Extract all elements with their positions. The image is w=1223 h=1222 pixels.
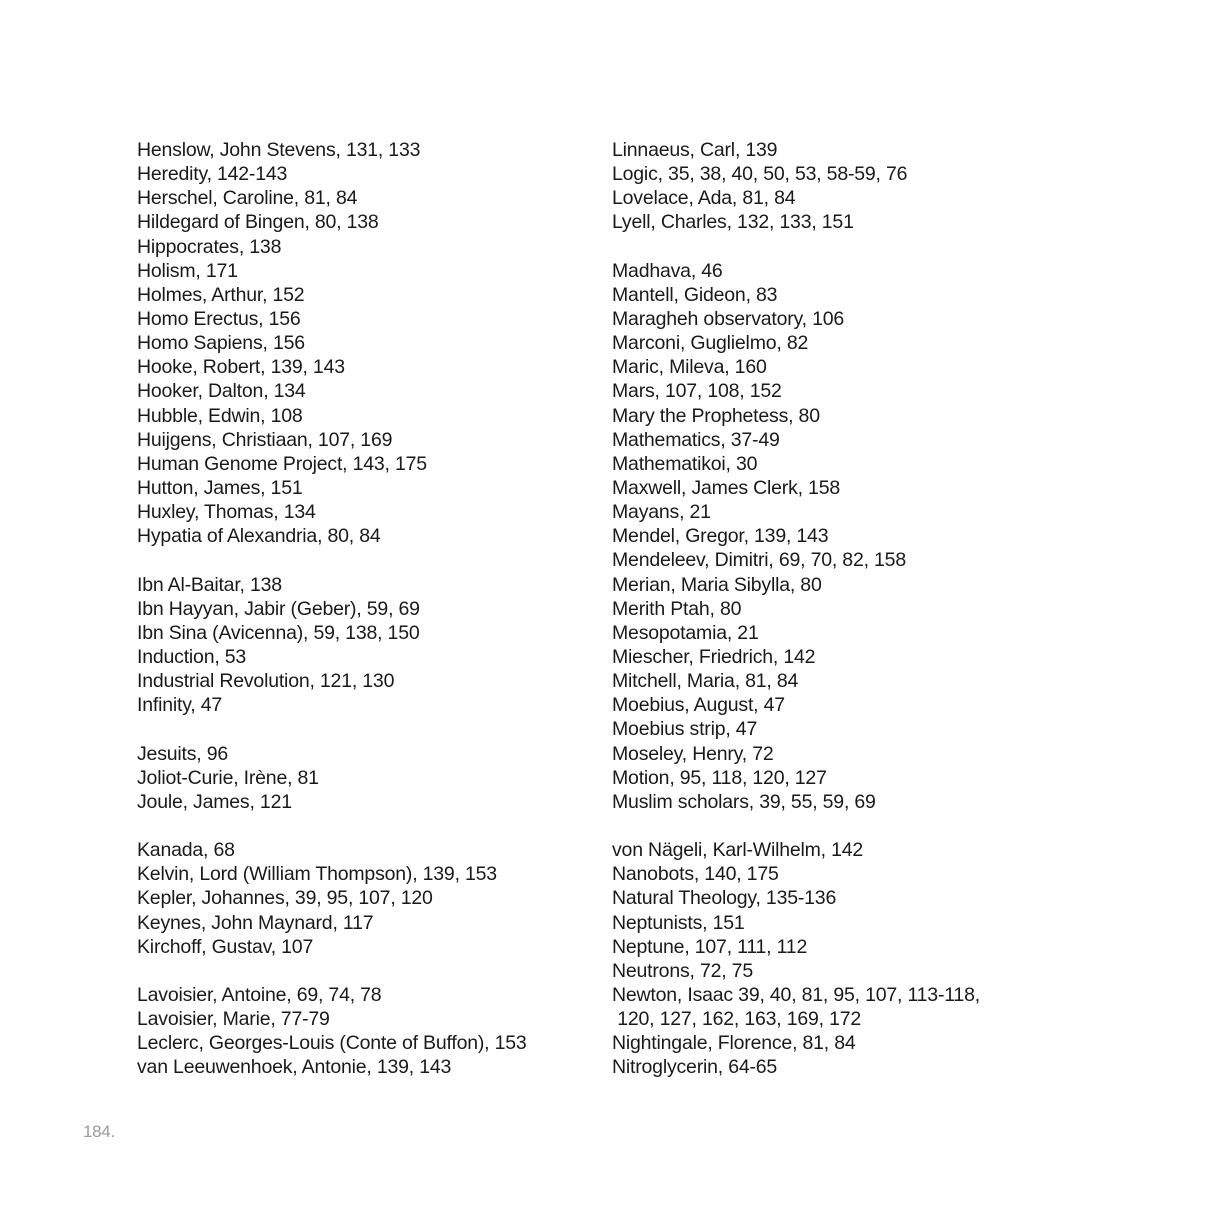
index-entry: Mendeleev, Dimitri, 69, 70, 82, 158 <box>612 549 906 572</box>
index-entry: Hooker, Dalton, 134 <box>137 380 306 403</box>
index-letter-group <box>137 838 587 959</box>
index-entry: Jesuits, 96 <box>137 742 229 765</box>
index-entry: Mesopotamia, 21 <box>612 621 759 644</box>
index-entry: Joule, James, 121 <box>137 790 292 813</box>
index-entry: Henslow, John Stevens, 131, 133 <box>137 139 421 161</box>
index-entry: Industrial Revolution, 121, 130 <box>137 670 395 693</box>
index-entry: Joliot-Curie, Irène, 81 <box>137 766 319 789</box>
index-entry: Maric, Mileva, 160 <box>612 356 767 379</box>
index-entry: van Leeuwenhoek, Antonie, 139, 143 <box>137 1056 452 1079</box>
index-entry: Moebius, August, 47 <box>612 694 785 717</box>
index-entry: Neptune, 107, 111, 112 <box>612 935 808 958</box>
index-entry: Nanobots, 140, 175 <box>612 863 779 886</box>
index-letter-group <box>137 573 587 718</box>
index-entry: 120, 127, 162, 163, 169, 172 <box>612 1008 862 1031</box>
page-number: 184. <box>83 1122 115 1141</box>
index-entry: Herschel, Caroline, 81, 84 <box>137 187 358 210</box>
index-entry: Mars, 107, 108, 152 <box>612 380 782 403</box>
index-entry: Nightingale, Florence, 81, 84 <box>612 1032 856 1055</box>
index-letter-group <box>612 259 1132 814</box>
index-entry: Hooke, Robert, 139, 143 <box>137 356 345 379</box>
index-entry: Lovelace, Ada, 81, 84 <box>612 187 796 210</box>
index-entry: Mary the Prophetess, 80 <box>612 404 820 427</box>
index-entry: Hypatia of Alexandria, 80, 84 <box>137 525 381 548</box>
index-entry: Marconi, Guglielmo, 82 <box>612 332 809 355</box>
index-entry: Nitroglycerin, 64-65 <box>612 1056 778 1079</box>
index-entry: Holmes, Arthur, 152 <box>137 283 305 306</box>
index-entry: Keynes, John Maynard, 117 <box>137 911 374 934</box>
index-column-right <box>612 138 1132 1079</box>
index-entry: Mitchell, Maria, 81, 84 <box>612 670 799 693</box>
index-entry: Lavoisier, Marie, 77-79 <box>137 1008 330 1031</box>
index-entry: Kanada, 68 <box>137 839 235 862</box>
index-entry: Leclerc, Georges-Louis (Conte of Buffon), 153 <box>137 1032 527 1055</box>
index-entry: Homo Erectus, 156 <box>137 307 301 330</box>
index-entry: Neutrons, 72, 75 <box>612 959 753 982</box>
index-entry: Induction, 53 <box>137 645 247 668</box>
index-entry: Merith Ptah, 80 <box>612 597 742 620</box>
index-entry: Logic, 35, 38, 40, 50, 53, 58-59, 76 <box>612 163 908 186</box>
index-entry: Mathematics, 37-49 <box>612 428 780 451</box>
index-entry: Ibn Sina (Avicenna), 59, 138, 150 <box>137 621 420 644</box>
index-letter-group <box>137 983 587 1080</box>
index-letter-group <box>612 138 1132 235</box>
index-entry: Miescher, Friedrich, 142 <box>612 645 816 668</box>
index-entry: Hutton, James, 151 <box>137 476 303 499</box>
index-letter-group <box>137 138 587 548</box>
index-entry: Hippocrates, 138 <box>137 235 282 258</box>
index-entry: Mantell, Gideon, 83 <box>612 283 778 306</box>
index-entry: Neptunists, 151 <box>612 911 745 934</box>
index-entry: Newton, Isaac 39, 40, 81, 95, 107, 113-118, <box>612 983 980 1006</box>
index-entry: von Nägeli, Karl-Wilhelm, 142 <box>612 839 864 862</box>
index-column-left <box>137 138 587 1079</box>
index-entry: Ibn Al-Baitar, 138 <box>137 573 282 596</box>
index-entry: Hildegard of Bingen, 80, 138 <box>137 211 379 234</box>
index-entry: Mathematikoi, 30 <box>612 452 758 475</box>
index-entry: Natural Theology, 135-136 <box>612 887 837 910</box>
index-letter-group <box>137 742 587 814</box>
index-entry: Homo Sapiens, 156 <box>137 332 305 355</box>
index-entry: Lavoisier, Antoine, 69, 74, 78 <box>137 983 382 1006</box>
index-entry: Linnaeus, Carl, 139 <box>612 139 778 161</box>
index-entry: Ibn Hayyan, Jabir (Geber), 59, 69 <box>137 597 420 620</box>
index-entry: Huijgens, Christiaan, 107, 169 <box>137 428 393 451</box>
index-entry: Huxley, Thomas, 134 <box>137 501 316 524</box>
index-entry: Muslim scholars, 39, 55, 59, 69 <box>612 790 876 813</box>
index-entry: Madhava, 46 <box>612 259 723 282</box>
index-entry: Infinity, 47 <box>137 694 223 717</box>
index-entry: Kelvin, Lord (William Thompson), 139, 153 <box>137 863 497 886</box>
index-entry: Hubble, Edwin, 108 <box>137 404 303 427</box>
index-entry: Maragheh observatory, 106 <box>612 307 845 330</box>
index-entry: Holism, 171 <box>137 259 238 282</box>
index-entry: Merian, Maria Sibylla, 80 <box>612 573 822 596</box>
index-entry: Human Genome Project, 143, 175 <box>137 452 427 475</box>
index-entry: Moseley, Henry, 72 <box>612 742 774 765</box>
index-entry: Mayans, 21 <box>612 501 711 524</box>
index-entry: Kepler, Johannes, 39, 95, 107, 120 <box>137 887 433 910</box>
index-entry: Maxwell, James Clerk, 158 <box>612 476 840 499</box>
index-entry: Motion, 95, 118, 120, 127 <box>612 766 827 789</box>
index-entry: Lyell, Charles, 132, 133, 151 <box>612 211 854 234</box>
index-letter-group <box>612 838 1132 1079</box>
index-entry: Moebius strip, 47 <box>612 718 758 741</box>
index-entry: Kirchoff, Gustav, 107 <box>137 935 314 958</box>
index-entry: Heredity, 142-143 <box>137 163 288 186</box>
index-entry: Mendel, Gregor, 139, 143 <box>612 525 829 548</box>
